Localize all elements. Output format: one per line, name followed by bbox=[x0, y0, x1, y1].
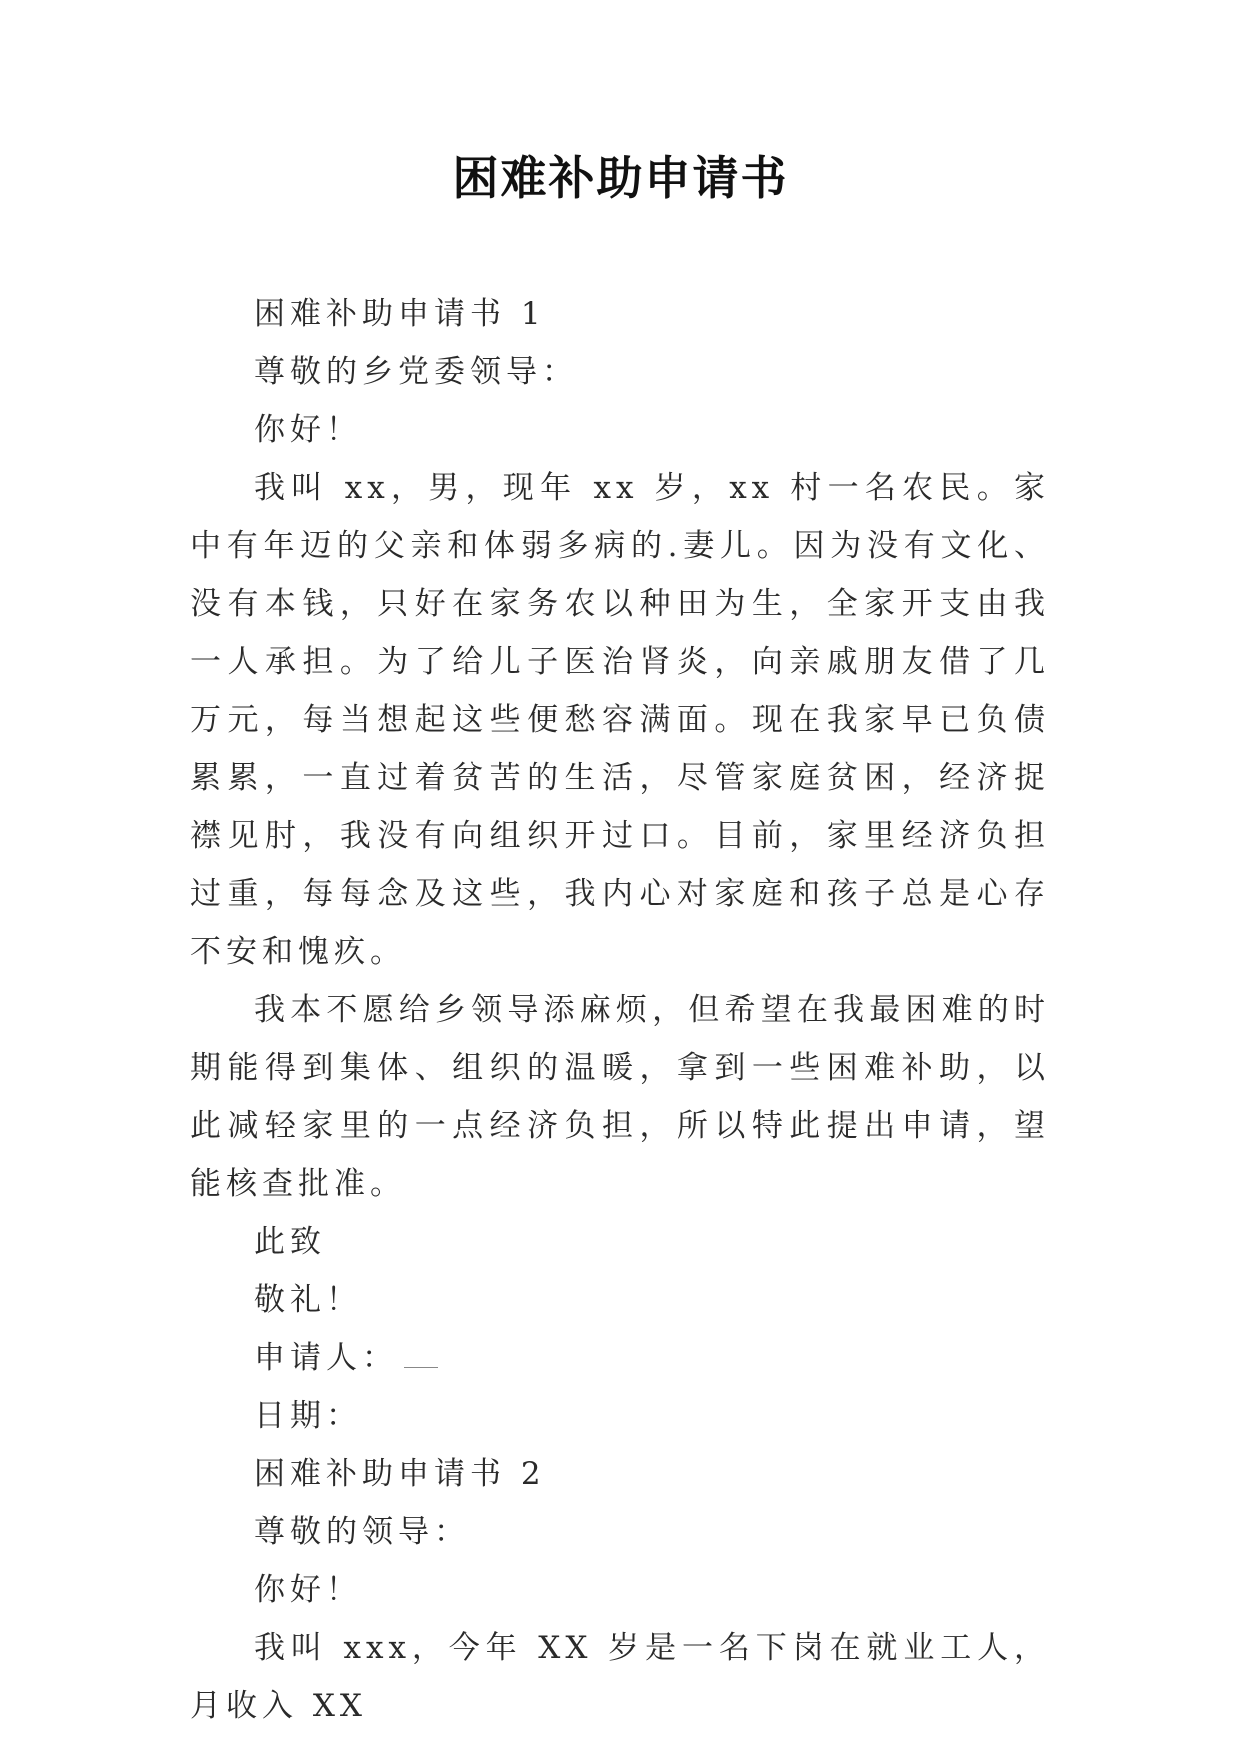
letter1-greeting: 你好！ bbox=[254, 412, 362, 448]
applicant-blank bbox=[404, 1337, 438, 1368]
letter2-heading: 困难补助申请书 2 bbox=[254, 1456, 546, 1492]
letter1-applicant-line bbox=[190, 1329, 1050, 1387]
letter1-heading: 困难补助申请书 1 bbox=[254, 296, 546, 332]
letter2-paragraph-1: 我叫 xxx，今年 XX 岁是一名下岗在就业工人，月收入 XX bbox=[190, 1630, 1050, 1724]
letter1-salutation: 尊敬的乡党委领导： bbox=[254, 354, 578, 390]
letter1-closing-1: 此致 bbox=[254, 1224, 326, 1260]
document-body bbox=[190, 285, 1050, 1735]
applicant-label: 申请人： bbox=[254, 1340, 398, 1376]
letter1-paragraph-1: 我叫 xx，男，现年 xx 岁，xx 村一名农民。家中有年迈的父亲和体弱多病的.妻儿。因为没有文化、没有本钱，只好在家务农以种田为生，全家开支由我一人承担。为了给儿子医治肾炎，向亲戚朋友借了几万元，每当想起这些便愁容满面。现在我家早已负债累累，一直过着贫苦的生活，尽管家庭贫困，经济捉襟见肘，我没有向组织开过口。目前，家里经济负担过重，每每念及这些，我内心对家庭和孩子总是心存不安和愧疚。 bbox=[190, 470, 1050, 970]
letter1-paragraph-2: 我本不愿给乡领导添麻烦，但希望在我最困难的时期能得到集体、组织的温暖，拿到一些困难补助，以此减轻家里的一点经济负担，所以特此提出申请，望能核查批准。 bbox=[190, 992, 1050, 1202]
letter1-date-label: 日期： bbox=[254, 1398, 362, 1434]
letter2-salutation: 尊敬的领导： bbox=[254, 1514, 470, 1550]
letter2-greeting: 你好！ bbox=[254, 1572, 362, 1608]
letter1-closing-2: 敬礼！ bbox=[254, 1282, 362, 1318]
document-title: 困难补助申请书 bbox=[452, 151, 789, 205]
